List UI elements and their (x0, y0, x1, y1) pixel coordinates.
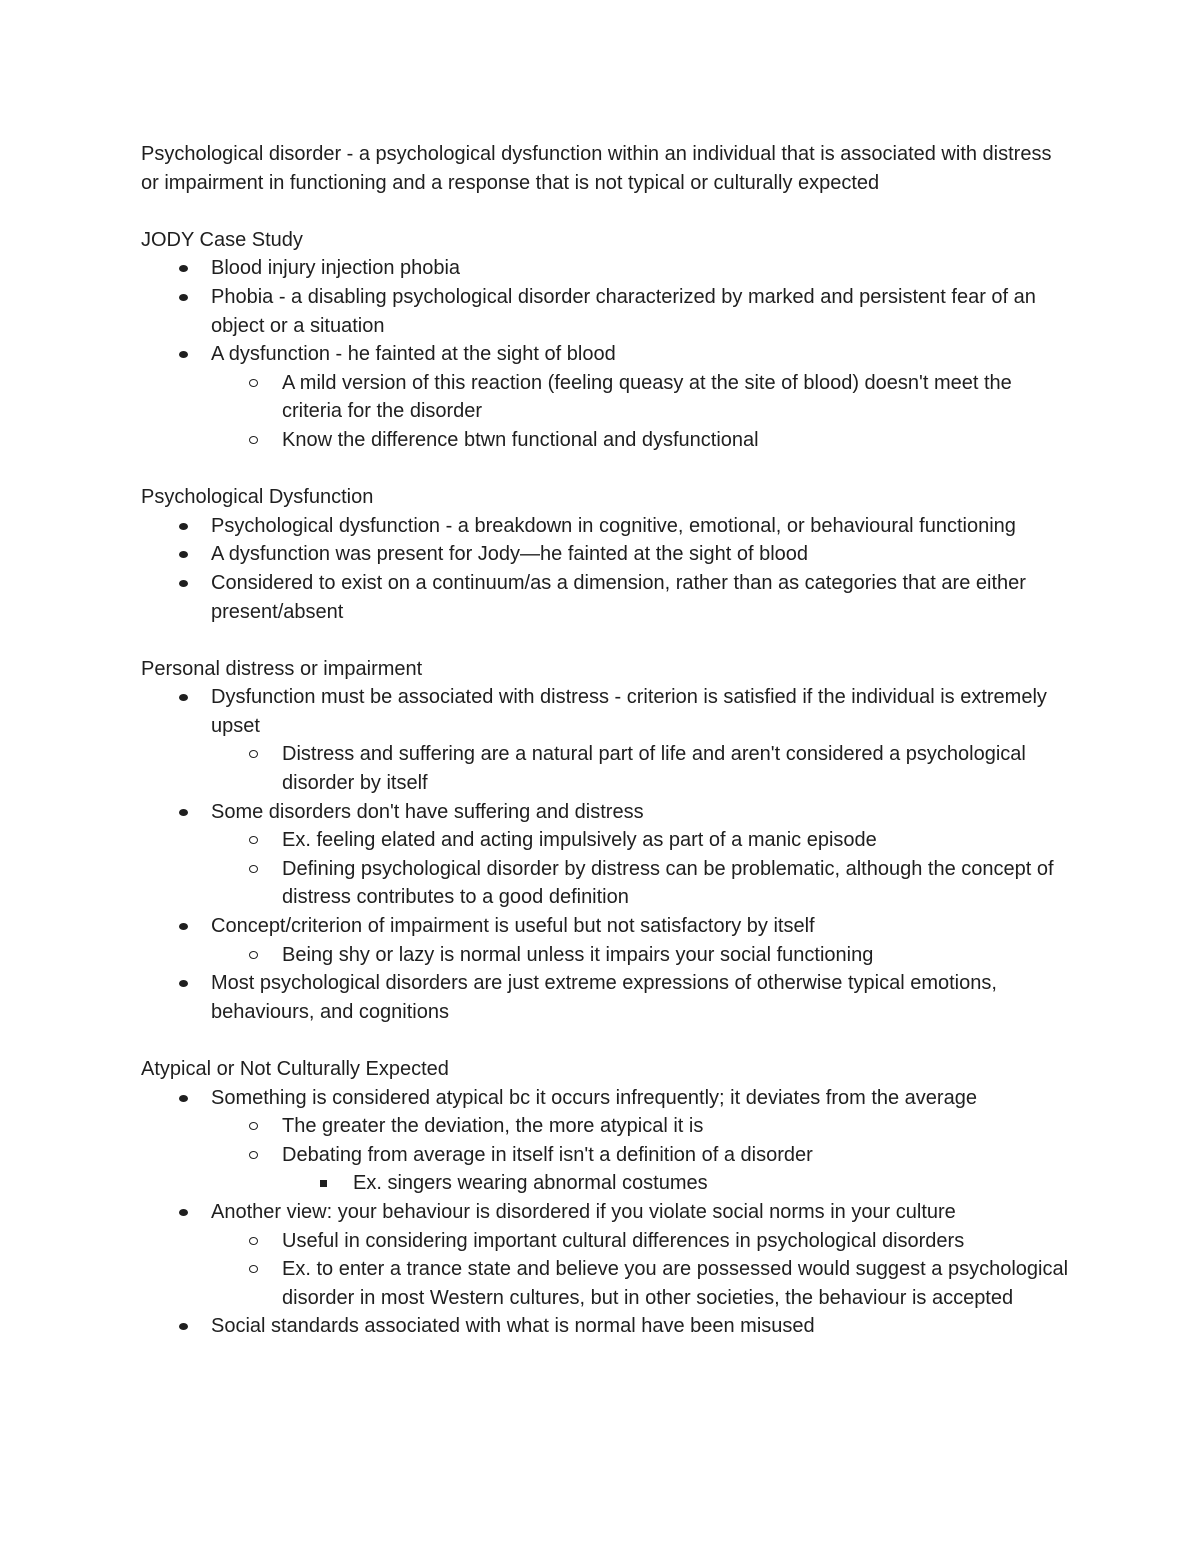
list-item-text: Another view: your behaviour is disordered if you violate social norms in your culture (211, 1200, 956, 1223)
list-item (211, 826, 1071, 855)
list-item (211, 369, 1071, 426)
bullet-circle-icon (249, 436, 258, 444)
bullet-circle-icon (249, 1151, 258, 1159)
list-item-text: Useful in considering important cultural differences in psychological disorders (282, 1229, 965, 1252)
list-item-text: A mild version of this reaction (feeling queasy at the site of blood) doesn't meet the criteria for the disorder (282, 371, 1012, 423)
bullet-circle-icon (249, 1122, 258, 1130)
list-item (211, 941, 1071, 970)
bullet-dot-icon (179, 1095, 188, 1102)
list-item (282, 1169, 1071, 1198)
list-item-text: Psychological dysfunction - a breakdown in cognitive, emotional, or behavioural functioning (211, 514, 1016, 537)
intro-paragraph: Psychological disorder - a psychological dysfunction within an individual that is associated with distress or impairment in functioning and a response that is not typical or culturally expected (141, 143, 1052, 194)
bullet-dot-icon (179, 523, 188, 530)
list-item (211, 1112, 1071, 1141)
bullet-circle-icon (249, 865, 258, 873)
bullet-circle-icon (249, 951, 258, 959)
list-item (141, 1084, 1071, 1198)
list-item-text: Ex. to enter a trance state and believe you are possessed would suggest a psychological disorder in most Western cultures, but in other societies, the behaviour is accepted (282, 1258, 1069, 1309)
bullet-dot-icon (179, 351, 188, 358)
list-item-text: Some disorders don't have suffering and distress (211, 800, 644, 823)
list-item-text: Ex. feeling elated and acting impulsively as part of a manic episode (282, 829, 877, 852)
bullet-dot-icon (179, 809, 188, 816)
bullet-list-level-2 (211, 826, 1071, 912)
bullet-circle-icon (249, 836, 258, 844)
bullet-list-level-1 (141, 1084, 1071, 1341)
list-item-text: Know the difference btwn functional and dysfunctional (282, 428, 759, 451)
bullet-circle-icon (249, 1265, 258, 1273)
bullet-list-level-1 (141, 683, 1071, 1026)
bullet-circle-icon (249, 750, 258, 758)
section-heading: JODY Case Study (141, 228, 303, 251)
list-item (141, 283, 1071, 340)
bullet-list-level-1 (141, 512, 1071, 626)
bullet-square-icon (320, 1180, 327, 1187)
bullet-list-level-1 (141, 254, 1071, 454)
list-item (211, 1141, 1071, 1198)
list-item (141, 340, 1071, 454)
list-item (141, 1198, 1071, 1312)
list-item-text: The greater the deviation, the more atypical it is (282, 1115, 704, 1138)
bullet-list-level-2 (211, 941, 1071, 970)
list-item-text: Ex. singers wearing abnormal costumes (353, 1172, 708, 1195)
list-item-text: Phobia - a disabling psychological disorder characterized by marked and persistent fear of an object or a situation (211, 285, 1036, 337)
list-item-text: Distress and suffering are a natural part of life and aren't considered a psychological disorder by itself (282, 743, 1026, 795)
bullet-dot-icon (179, 294, 188, 301)
list-item (141, 512, 1071, 541)
list-item-text: A dysfunction - he fainted at the sight of blood (211, 343, 616, 366)
list-item-text: Something is considered atypical bc it occurs infrequently; it deviates from the average (211, 1086, 977, 1109)
list-item (211, 426, 1071, 455)
list-item-text: Being shy or lazy is normal unless it impairs your social functioning (282, 943, 874, 966)
list-item (211, 1255, 1071, 1312)
bullet-list-level-2 (211, 1112, 1071, 1198)
list-item (141, 1312, 1071, 1341)
list-item (141, 254, 1071, 283)
bullet-list-level-2 (211, 1227, 1071, 1313)
list-item (141, 798, 1071, 912)
bullet-list-level-2 (211, 740, 1071, 797)
sections-container (141, 197, 1071, 1341)
bullet-circle-icon (249, 379, 258, 387)
paragraph-gap (141, 455, 1071, 484)
bullet-list-level-3 (282, 1169, 1071, 1198)
bullet-dot-icon (179, 1323, 188, 1330)
list-item (141, 569, 1071, 626)
bullet-dot-icon (179, 694, 188, 701)
list-item (141, 912, 1071, 969)
list-item (211, 740, 1071, 797)
list-item (211, 855, 1071, 912)
paragraph-gap (141, 626, 1071, 655)
bullet-dot-icon (179, 923, 188, 930)
list-item-text: A dysfunction was present for Jody—he fainted at the sight of blood (211, 543, 809, 566)
list-item-text: Most psychological disorders are just extreme expressions of otherwise typical emotions, behaviours, and cognitions (211, 972, 997, 1023)
list-item (141, 540, 1071, 569)
list-item-text: Considered to exist on a continuum/as a dimension, rather than as categories that are either present/absent (211, 571, 1026, 623)
bullet-dot-icon (179, 580, 188, 587)
bullet-dot-icon (179, 265, 188, 272)
section-heading: Atypical or Not Culturally Expected (141, 1058, 449, 1080)
bullet-circle-icon (249, 1237, 258, 1245)
bullet-list-level-2 (211, 369, 1071, 455)
section-heading: Personal distress or impairment (141, 657, 423, 680)
list-item (141, 969, 1071, 1026)
list-item-text: Concept/criterion of impairment is useful but not satisfactory by itself (211, 915, 815, 938)
bullet-dot-icon (179, 980, 188, 987)
section-heading: Psychological Dysfunction (141, 486, 374, 509)
document-page (141, 140, 1071, 1341)
list-item-text: Social standards associated with what is normal have been misused (211, 1315, 815, 1338)
list-item-text: Debating from average in itself isn't a definition of a disorder (282, 1143, 813, 1166)
bullet-dot-icon (179, 1209, 188, 1216)
bullet-dot-icon (179, 551, 188, 558)
paragraph-gap (141, 197, 1071, 226)
list-item-text: Defining psychological disorder by distress can be problematic, although the concept of distress contributes to a good definition (282, 857, 1054, 909)
list-item-text: Dysfunction must be associated with distress - criterion is satisfied if the individual is extremely upset (211, 686, 1047, 737)
list-item (211, 1227, 1071, 1256)
paragraph-gap (141, 1026, 1071, 1055)
list-item-text: Blood injury injection phobia (211, 257, 461, 280)
list-item (141, 683, 1071, 797)
